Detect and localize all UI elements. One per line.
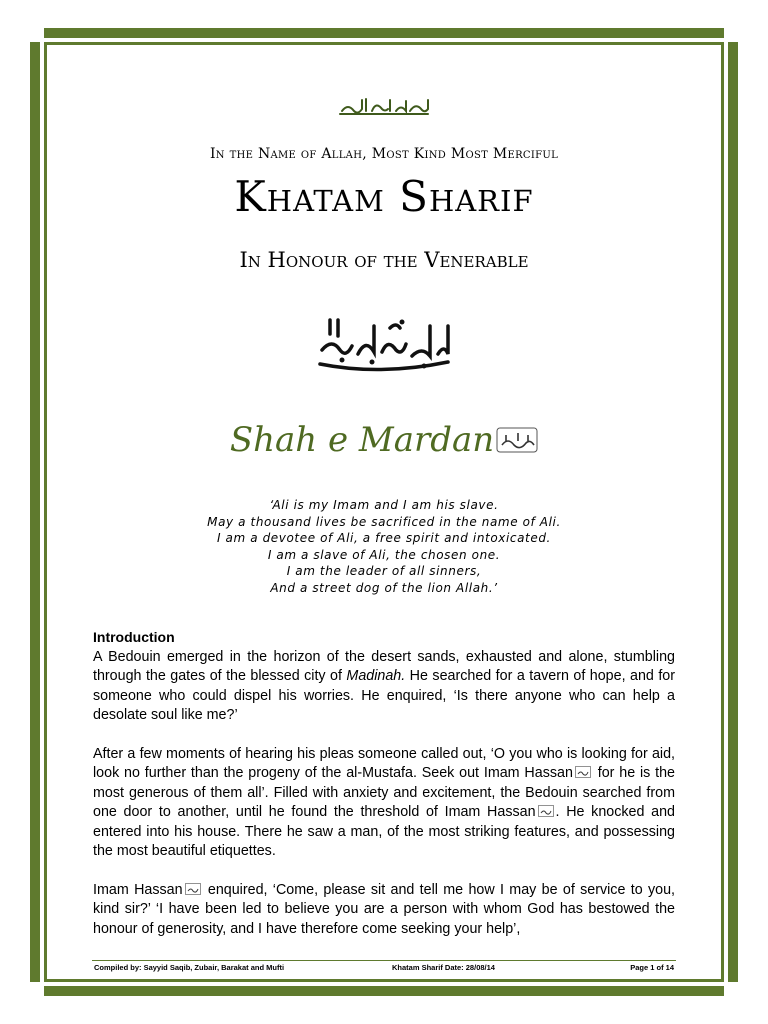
paragraph-text: enquired, ‘Come, please sit and tell me how I may be of service to you, kind sir?’ ‘I have been led to believe you are a person with whom God has bestowed the honour of generosity, and I have therefore come seeking your help’, [93, 881, 675, 937]
section-heading: Introduction [93, 629, 175, 645]
poem-line: I am a slave of Ali, the chosen one. [267, 547, 501, 562]
paragraph [93, 745, 675, 862]
poem-block [92, 497, 676, 596]
shah-e-mardan-calligraphy-icon [312, 310, 456, 374]
border-corner [30, 982, 44, 996]
poem-line: ‘Ali is my Imam and I am his slave. [269, 498, 499, 512]
document-title: Khatam Sharif [234, 172, 534, 221]
honorific-calligraphy-icon [496, 427, 538, 453]
honorific-icon [185, 883, 201, 895]
border-corner [724, 28, 738, 42]
paragraph-text: for he is the most generous of them all’. Filled with anxiety and excitement, the Bedouin searched from one door to another, until he found the threshold of Imam Hassan [93, 765, 675, 820]
paragraph [93, 881, 675, 940]
paragraph-text: He searched for a tavern of hope, and for someone who could dispel his worries. He enquired, ‘Is there anyone who can help a desolate soul like me?’ [93, 668, 676, 723]
invocation-line: In the Name of Allah, Most Kind Most Merciful [209, 146, 559, 162]
border-corner [30, 28, 44, 42]
honorific-icon [575, 766, 591, 778]
paragraph [93, 648, 675, 726]
footer-page-number: Page 1 of 14 [630, 963, 674, 972]
document-subtitle: In Honour of the Venerable [239, 248, 529, 272]
border-corner [724, 982, 738, 996]
paragraph-text: A Bedouin emerged in the horizon of the desert sands, exhausted and alone, stumbling through the gates of the blessed city of [93, 648, 675, 684]
honorific-icon [538, 805, 554, 817]
saint-name-heading [92, 420, 676, 460]
poem-line: May a thousand lives be sacrificed in the name of Ali. [207, 514, 561, 529]
paragraph-text: . He knocked and entered into his house. There he saw a man, of the most striking features, and possessing the most beautiful etiquettes. [93, 804, 675, 859]
footer-compiled-by: Compiled by: Sayyid Saqib, Zubair, Barakat and Mufti [94, 963, 285, 972]
poem-line: And a street dog of the lion Allah.’ [270, 580, 498, 595]
footer-doc-info: Khatam Sharif Date: 28/08/14 [392, 963, 495, 972]
footer-divider [92, 960, 676, 961]
city-name: Madinah. [346, 668, 406, 684]
poem-line: I am a devotee of Ali, a free spirit and intoxicated. [217, 531, 551, 545]
paragraph-text: Imam Hassan [93, 881, 183, 898]
body-text [93, 628, 675, 958]
saint-name-text: Shah e Mardan [229, 420, 495, 460]
bismillah-calligraphy-icon [338, 95, 432, 117]
poem-line: I am the leader of all sinners, [286, 564, 482, 578]
paragraph-text: After a few moments of hearing his pleas someone called out, ‘O you who is looking for aid, look no further than the progeny of the al-Mustafa. Seek out Imam Hassan [93, 745, 675, 781]
